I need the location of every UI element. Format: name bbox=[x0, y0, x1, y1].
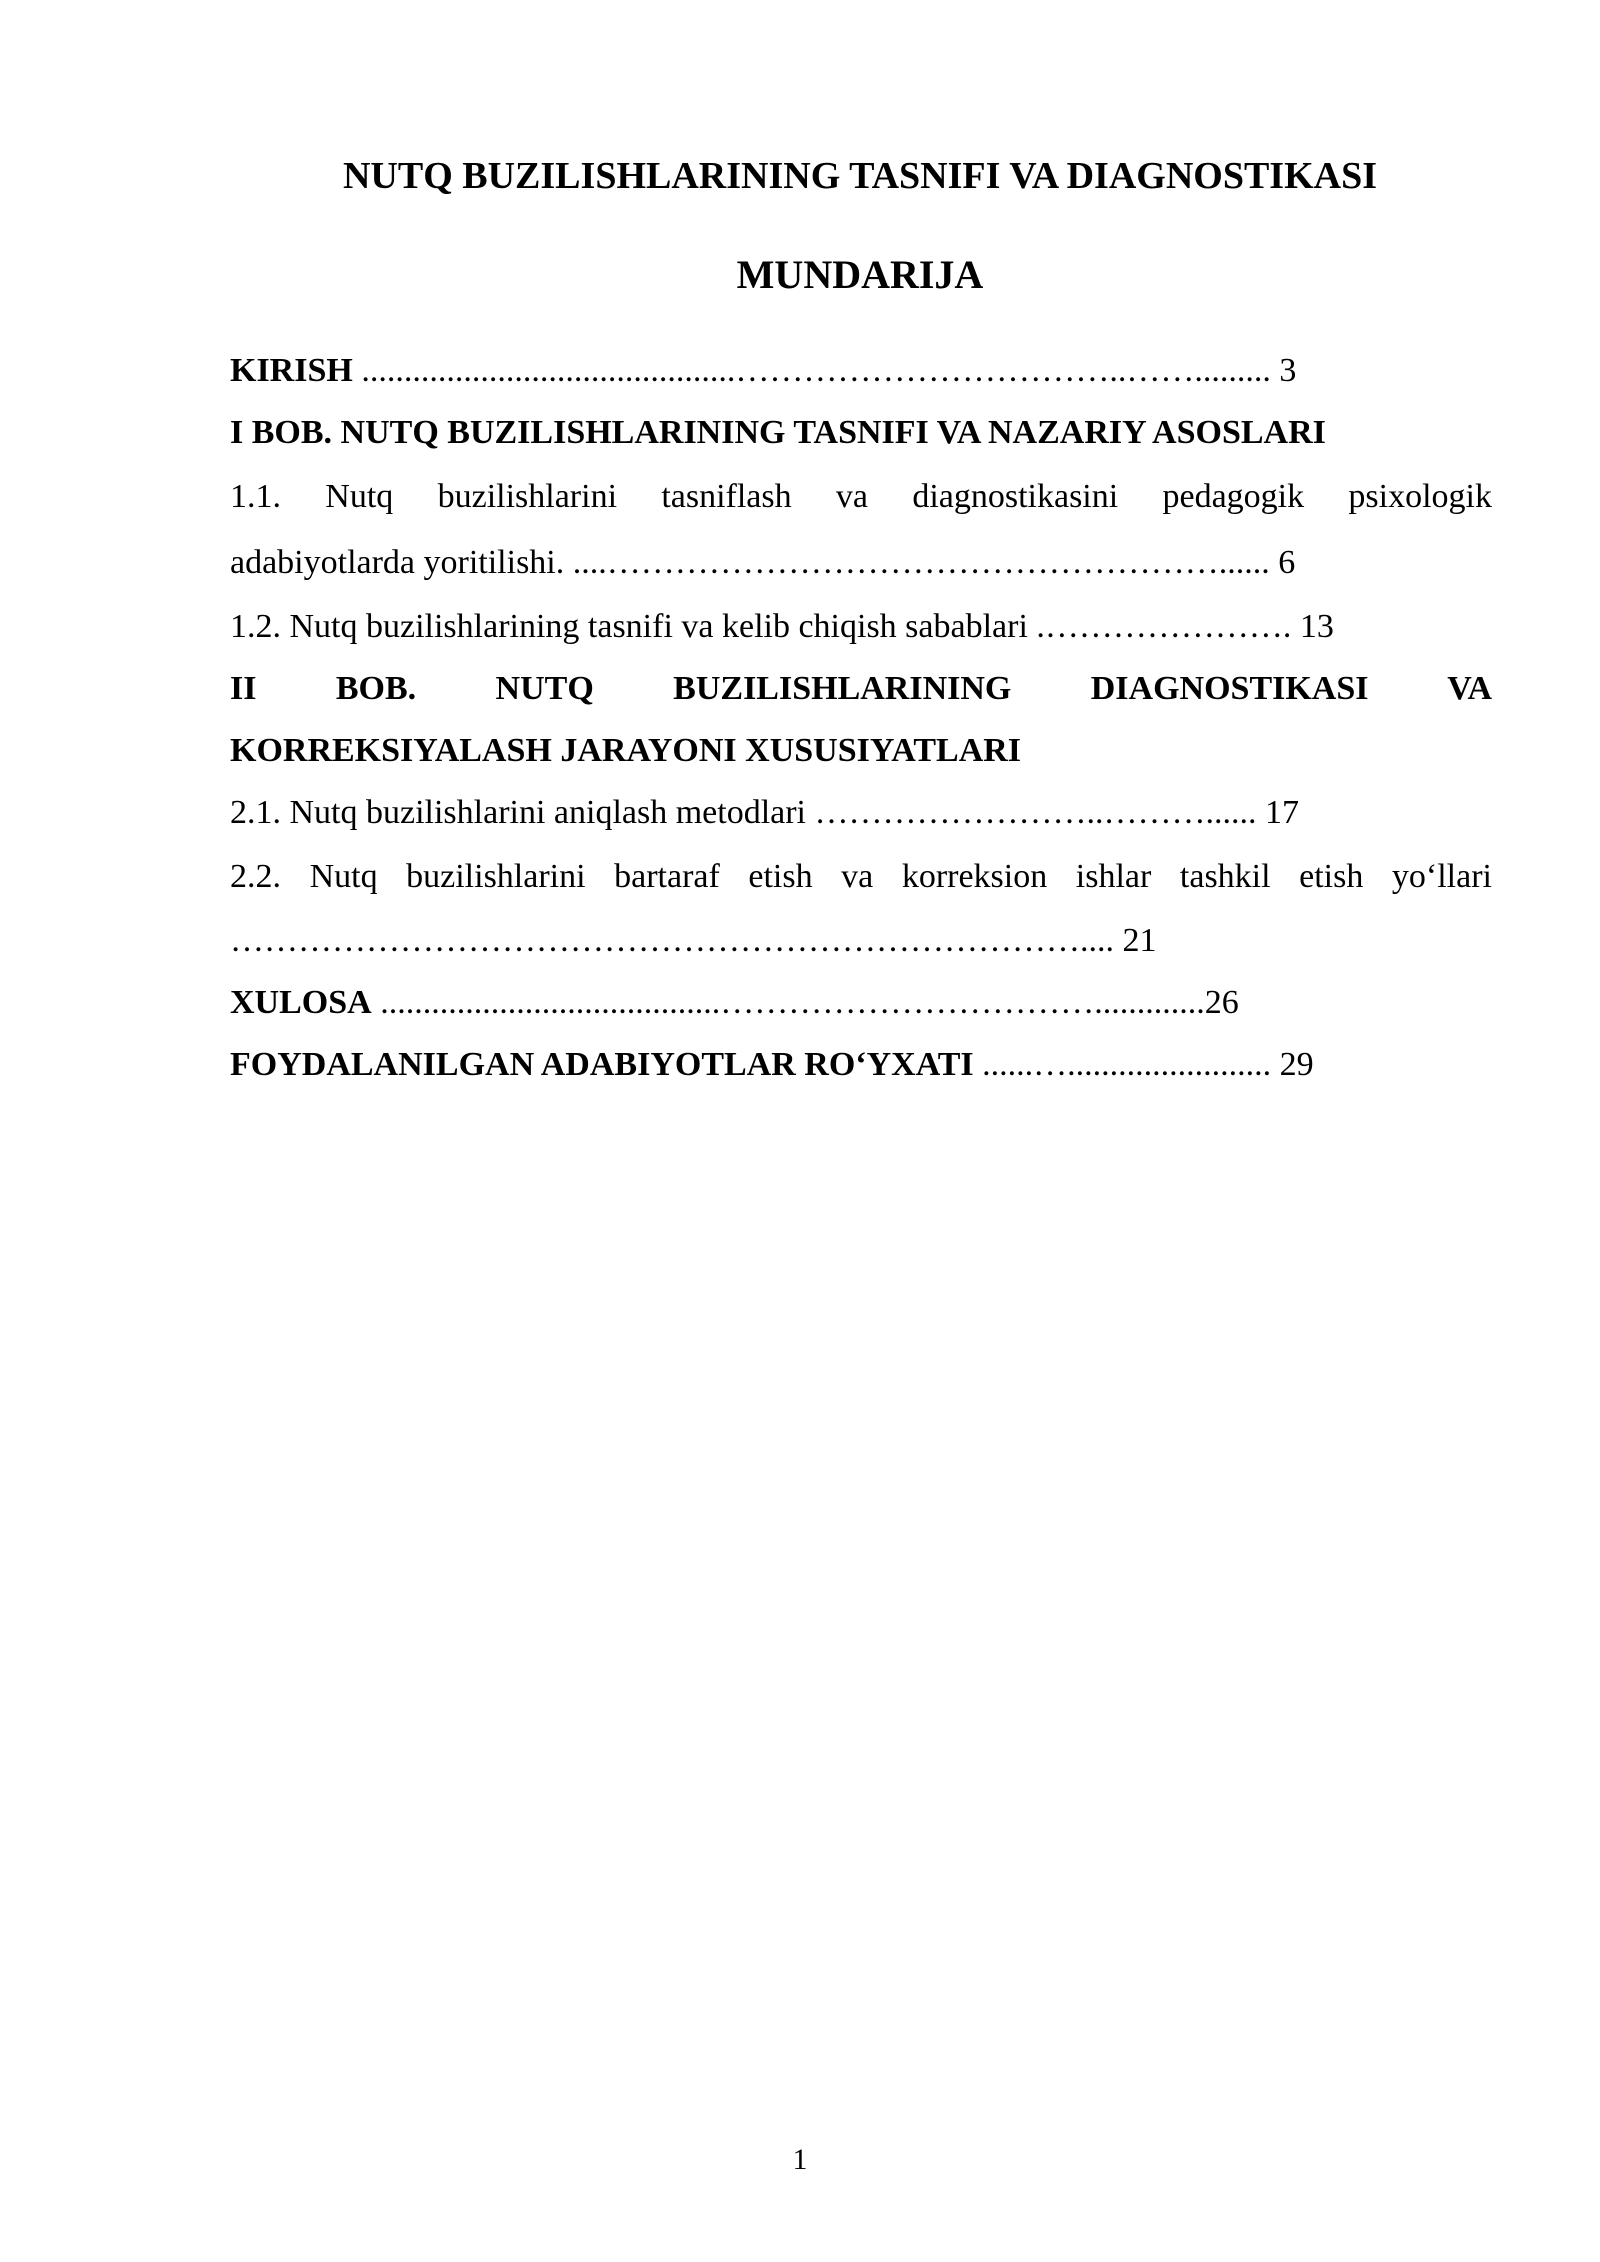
toc-leader: …………………………………………………………………. bbox=[230, 922, 1089, 959]
toc-chapter-2-title-line-2: KORREKSIYALASH JARAYONI XUSUSIYATLARI bbox=[230, 732, 1022, 769]
toc-leader: .………………………………………………... bbox=[598, 544, 1245, 581]
toc-entry-2-1 bbox=[230, 782, 1492, 844]
toc-heading: MUNDARIJA bbox=[736, 252, 984, 297]
toc-entry-xulosa bbox=[230, 972, 1492, 1034]
toc-entry-2-2-line-2 bbox=[230, 910, 1492, 972]
toc-leader: ……………………..………. bbox=[814, 794, 1215, 831]
toc-entry-1-1-line-2 bbox=[230, 530, 1492, 596]
toc-page-number: 13 bbox=[1291, 608, 1334, 645]
toc-page-number: 3 bbox=[1270, 352, 1297, 389]
toc-page-number: 26 bbox=[1204, 984, 1239, 1021]
table-of-contents bbox=[230, 340, 1492, 1096]
toc-leader: ........................................……………………………............. bbox=[371, 984, 1205, 1021]
toc-leader: …………………. bbox=[1044, 608, 1292, 645]
document-title: NUTQ BUZILISHLARINING TASNIFI VA DIAGNOSTIKASI bbox=[342, 155, 1378, 197]
toc-page-number: 29 bbox=[1271, 1046, 1314, 1083]
toc-page-number: ... 21 bbox=[1088, 922, 1157, 959]
page-number: 1 bbox=[792, 2143, 808, 2176]
toc-entry-1-2 bbox=[230, 596, 1492, 658]
toc-entry-2-2-line-1: 2.2. Nutq buzilishlarini bartaraf etish va korreksion ishlar tashkil etish yo‘llari bbox=[230, 858, 1492, 895]
toc-entry-references bbox=[230, 1034, 1492, 1096]
toc-entry-1-1-line-1: 1.1. Nutq buzilishlarini tasniflash va diagnostikasini pedagogik psixologik bbox=[230, 478, 1492, 515]
toc-entry-kirish bbox=[230, 340, 1492, 402]
toc-entry-label: XULOSA bbox=[230, 984, 372, 1021]
toc-chapter-1-title: I BOB. NUTQ BUZILISHLARINING TASNIFI VA NAZARIY ASOSLARI bbox=[230, 414, 1326, 451]
toc-chapter-2-title-line-1: II BOB. NUTQ BUZILISHLARINING DIAGNOSTIKASI VA bbox=[230, 670, 1492, 707]
toc-leader: ......…........................ bbox=[973, 1046, 1272, 1083]
toc-entry-label: KIRISH bbox=[230, 352, 353, 389]
toc-entry-text: 2.1. Nutq buzilishlarini aniqlash metodlari bbox=[230, 794, 815, 831]
toc-page-number: ..... 17 bbox=[1214, 794, 1300, 831]
toc-entry-text: 1.2. Nutq buzilishlarining tasnifi va kelib chiqish sabablari . bbox=[230, 608, 1045, 645]
toc-page-number: ... 6 bbox=[1244, 544, 1296, 581]
toc-leader: ............................................……………………………..……......... bbox=[352, 352, 1271, 389]
toc-entry-text: adabiyotlarda yoritilishi. ... bbox=[230, 544, 599, 581]
toc-entry-label: FOYDALANILGAN ADABIYOTLAR RO‘YXATI bbox=[230, 1046, 974, 1083]
